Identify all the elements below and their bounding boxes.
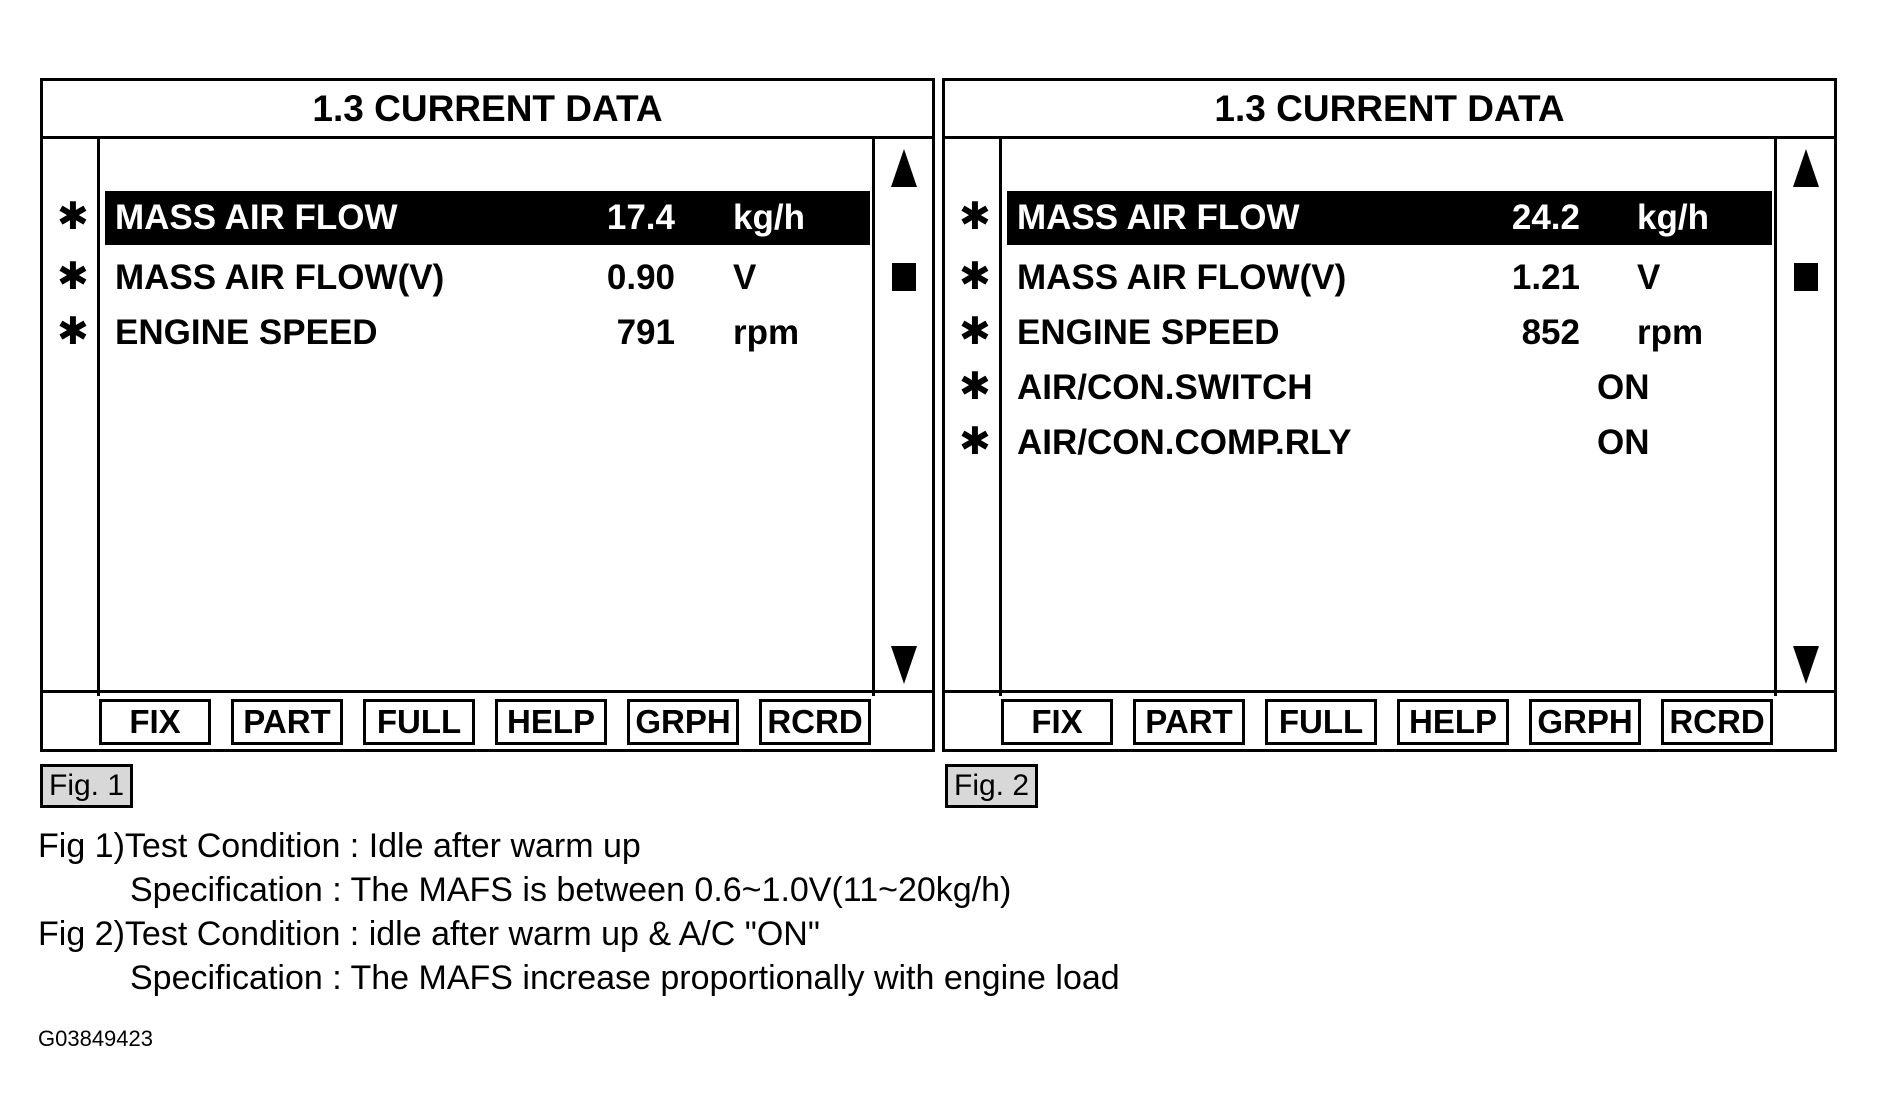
row-value: 852 [1521,313,1580,352]
row-unit: kg/h [1637,198,1709,237]
asterisk-icon: ✱ [959,421,991,463]
asterisk-icon: ✱ [959,256,991,298]
row-unit: kg/h [733,198,805,237]
row-value: 24.2 [1511,198,1580,237]
panel-title: 1.3 CURRENT DATA [43,81,932,139]
graph-button[interactable]: GRPH [627,699,739,745]
data-row-mass-air-flow[interactable] [945,191,1775,245]
data-row-mass-air-flow-v[interactable] [43,251,873,305]
part-button[interactable]: PART [231,699,343,745]
figure-code: G03849423 [38,1026,153,1051]
help-button[interactable]: HELP [495,699,607,745]
data-row-mass-air-flow-v[interactable] [945,251,1775,305]
asterisk-icon: ✱ [959,196,991,238]
row-label: AIR/CON.SWITCH [1017,368,1313,407]
part-button[interactable]: PART [1133,699,1245,745]
row-value: 0.90 [606,258,675,297]
scroll-down-icon[interactable] [1777,644,1834,688]
row-label: MASS AIR FLOW [115,198,398,237]
row-value: ON [1597,368,1650,407]
row-label: MASS AIR FLOW [1017,198,1300,237]
row-label: MASS AIR FLOW(V) [115,258,445,297]
row-value: 791 [616,313,675,352]
data-row-engine-speed[interactable] [945,306,1775,360]
function-key-bar [43,690,932,749]
fix-button[interactable]: FIX [99,699,211,745]
asterisk-icon: ✱ [959,311,991,353]
figure-label-1: Fig. 1 [40,764,133,808]
scroll-up-icon[interactable] [1777,147,1834,191]
figure-label-2: Fig. 2 [945,764,1038,808]
scroll-down-icon[interactable] [875,644,932,688]
row-label: MASS AIR FLOW(V) [1017,258,1347,297]
data-row-engine-speed[interactable] [43,306,873,360]
row-value: ON [1597,423,1650,462]
row-unit: rpm [733,313,800,352]
row-unit: V [1637,258,1661,297]
current-data-panel-1 [40,78,935,752]
scrollbar[interactable] [872,139,932,696]
asterisk-icon: ✱ [959,366,991,408]
row-label: ENGINE SPEED [1017,313,1280,352]
asterisk-icon: ✱ [57,256,89,298]
fig1-test-condition: Fig 1)Test Condition : Idle after warm up [38,827,641,865]
scrollbar[interactable] [1774,139,1834,696]
full-button[interactable]: FULL [1265,699,1377,745]
scroll-up-icon[interactable] [875,147,932,191]
row-value: 1.21 [1511,258,1580,297]
square-icon[interactable] [1777,263,1834,293]
data-row-mass-air-flow[interactable] [43,191,873,245]
test-notes [38,824,1120,1000]
fix-button[interactable]: FIX [1001,699,1113,745]
fig1-specification: Specification : The MAFS is between 0.6~1.0V(11~20kg/h) [130,871,1012,909]
square-icon[interactable] [875,263,932,293]
data-row-aircon-switch[interactable] [945,361,1775,415]
row-unit: rpm [1637,313,1704,352]
record-button[interactable]: RCRD [759,699,871,745]
row-label: ENGINE SPEED [115,313,378,352]
row-value: 17.4 [606,198,675,237]
current-data-panel-2 [942,78,1837,752]
full-button[interactable]: FULL [363,699,475,745]
fig2-test-condition: Fig 2)Test Condition : idle after warm up & A/C "ON" [38,915,820,953]
row-label: AIR/CON.COMP.RLY [1017,423,1352,462]
graph-button[interactable]: GRPH [1529,699,1641,745]
function-key-bar [945,690,1834,749]
asterisk-icon: ✱ [57,311,89,353]
help-button[interactable]: HELP [1397,699,1509,745]
fig2-specification: Specification : The MAFS increase proportionally with engine load [130,959,1120,997]
data-row-aircon-comp-relay[interactable] [945,416,1775,470]
record-button[interactable]: RCRD [1661,699,1773,745]
asterisk-icon: ✱ [57,196,89,238]
panel-title: 1.3 CURRENT DATA [945,81,1834,139]
row-unit: V [733,258,757,297]
